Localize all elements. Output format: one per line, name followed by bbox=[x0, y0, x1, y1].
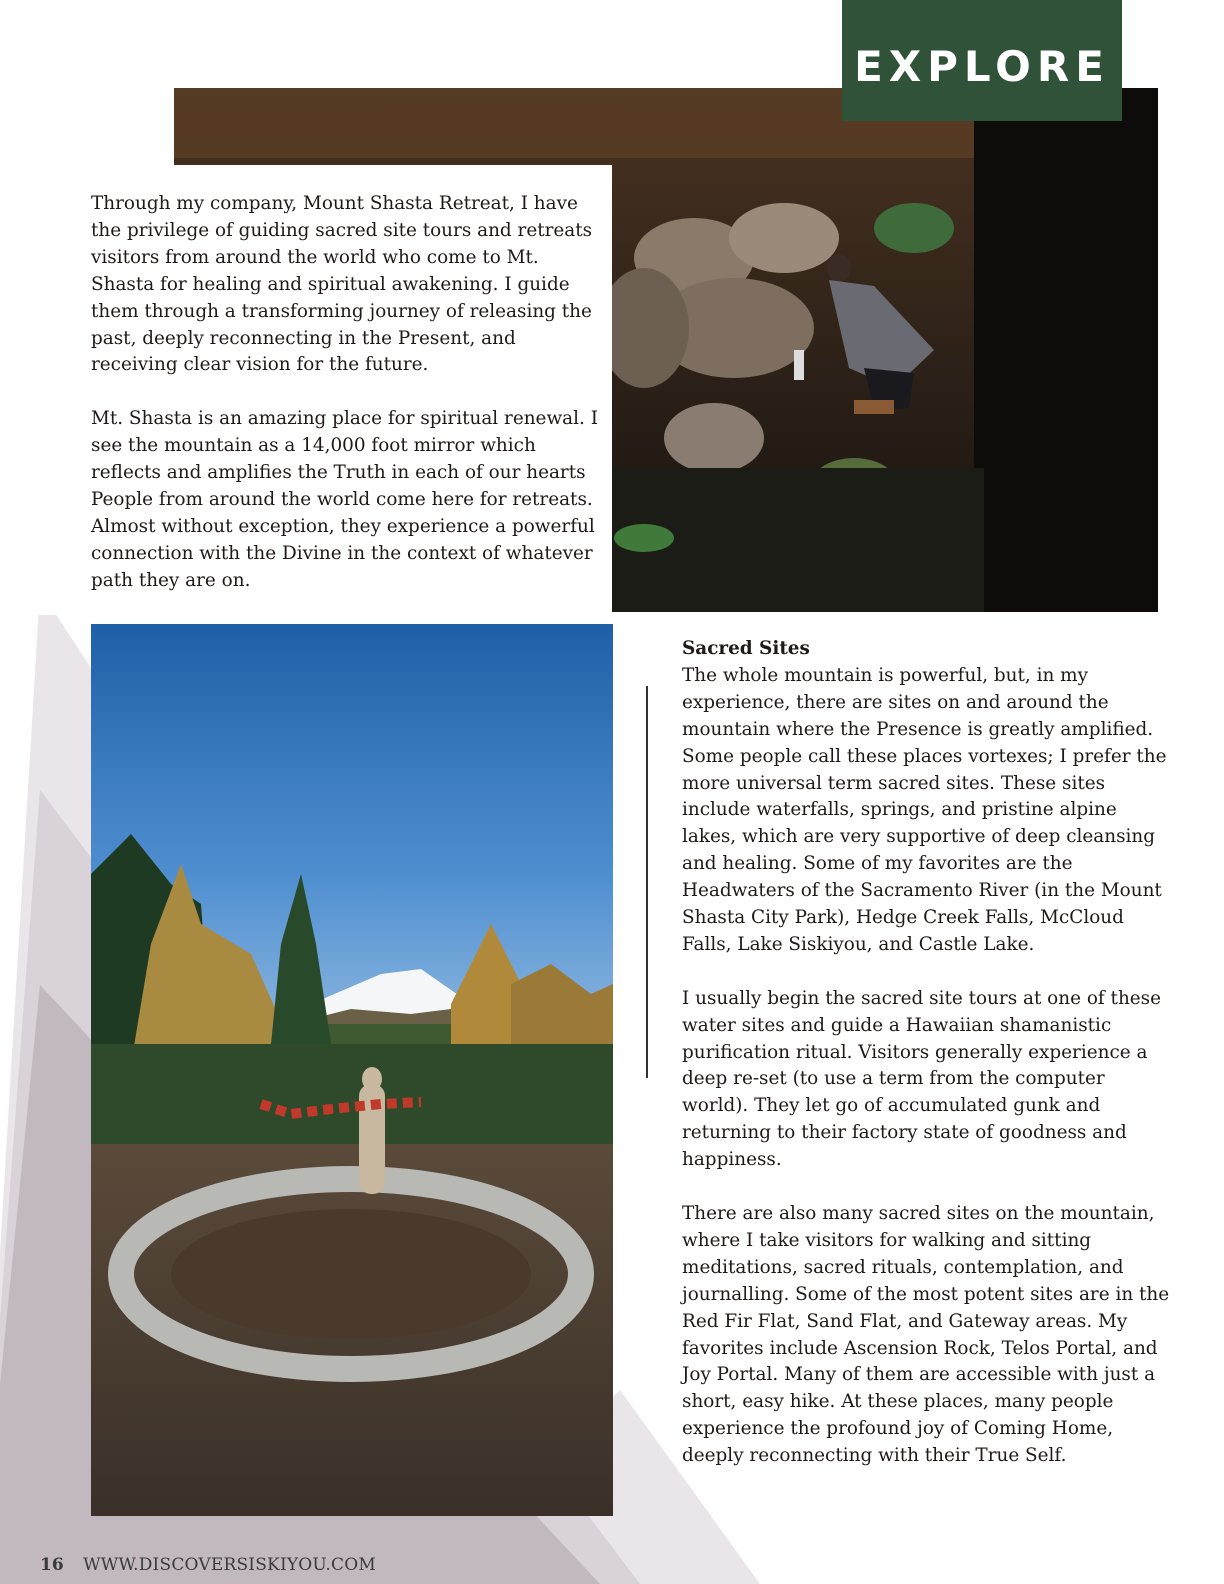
section-label: EXPLORE bbox=[854, 42, 1110, 91]
sacred-sites-column bbox=[682, 636, 1172, 1497]
intro-text-panel bbox=[0, 165, 612, 615]
section-tab-explore bbox=[842, 0, 1122, 121]
page-footer bbox=[40, 1555, 376, 1575]
sacred-sites-paragraph-1: The whole mountain is powerful, but, in my experience, there are sites on and around the mountain where the Presence is greatly amplified. Some people call these places vortexes; I prefer the more universal term sacred sites. These sites include waterfalls, springs, and pristine alpine lakes, which are very supportive of deep cleansing and healing. Some of my favorites are the Headwaters of the Sacramento River (in the Mount Shasta City Park), Hedge Creek Falls, McCloud Falls, Lake Siskiyou, and Castle Lake. bbox=[682, 664, 1167, 955]
photo-shrine-mt-shasta bbox=[91, 624, 613, 1516]
intro-paragraph-2: Mt. Shasta is an amazing place for spiritual renewal. I see the mountain as a 14,000 foot mirror which reflects and amplifies the Truth in each of our hearts People from around the world come here for retreats. Almost without exception, they experience a powerful connection with the Divine in the context of whatever path they are on. bbox=[91, 408, 598, 591]
page-number: 16 bbox=[40, 1555, 64, 1575]
intro-paragraph-1: Through my company, Mount Shasta Retreat, I have the privilege of guiding sacred site tours and retreats visitors from around the world who come to Mt. Shasta for healing and spiritual awakening. I guide them through a transforming journey of releasing the past, deeply reconnecting in the Present, and receiving clear vision for the future. bbox=[91, 193, 593, 376]
website-link[interactable]: WWW.DISCOVERSISKIYOU.COM bbox=[83, 1555, 376, 1575]
sacred-sites-paragraph-2: I usually begin the sacred site tours at one of these water sites and guide a Hawaiian shamanistic purification ritual. Visitors generally experience a deep re-set (to use a term from the computer world). They let go of accumulated gunk and returning to their factory state of goodness and happiness. bbox=[682, 987, 1161, 1171]
intro-text bbox=[91, 191, 601, 621]
sacred-sites-heading: Sacred Sites bbox=[682, 638, 810, 659]
column-divider bbox=[646, 686, 648, 1078]
sacred-sites-paragraph-3: There are also many sacred sites on the mountain, where I take visitors for walking and sitting meditations, sacred rituals, contemplation, and journalling. Some of the most potent sites are in the Red Fir Flat, Sand Flat, and Gateway areas. My favorites include Ascension Rock, Telos Portal, and Joy Portal. Many of them are accessible with just a short, easy hike. At these places, many people experience the profound joy of Coming Home, deeply reconnecting with their True Self. bbox=[682, 1203, 1170, 1467]
